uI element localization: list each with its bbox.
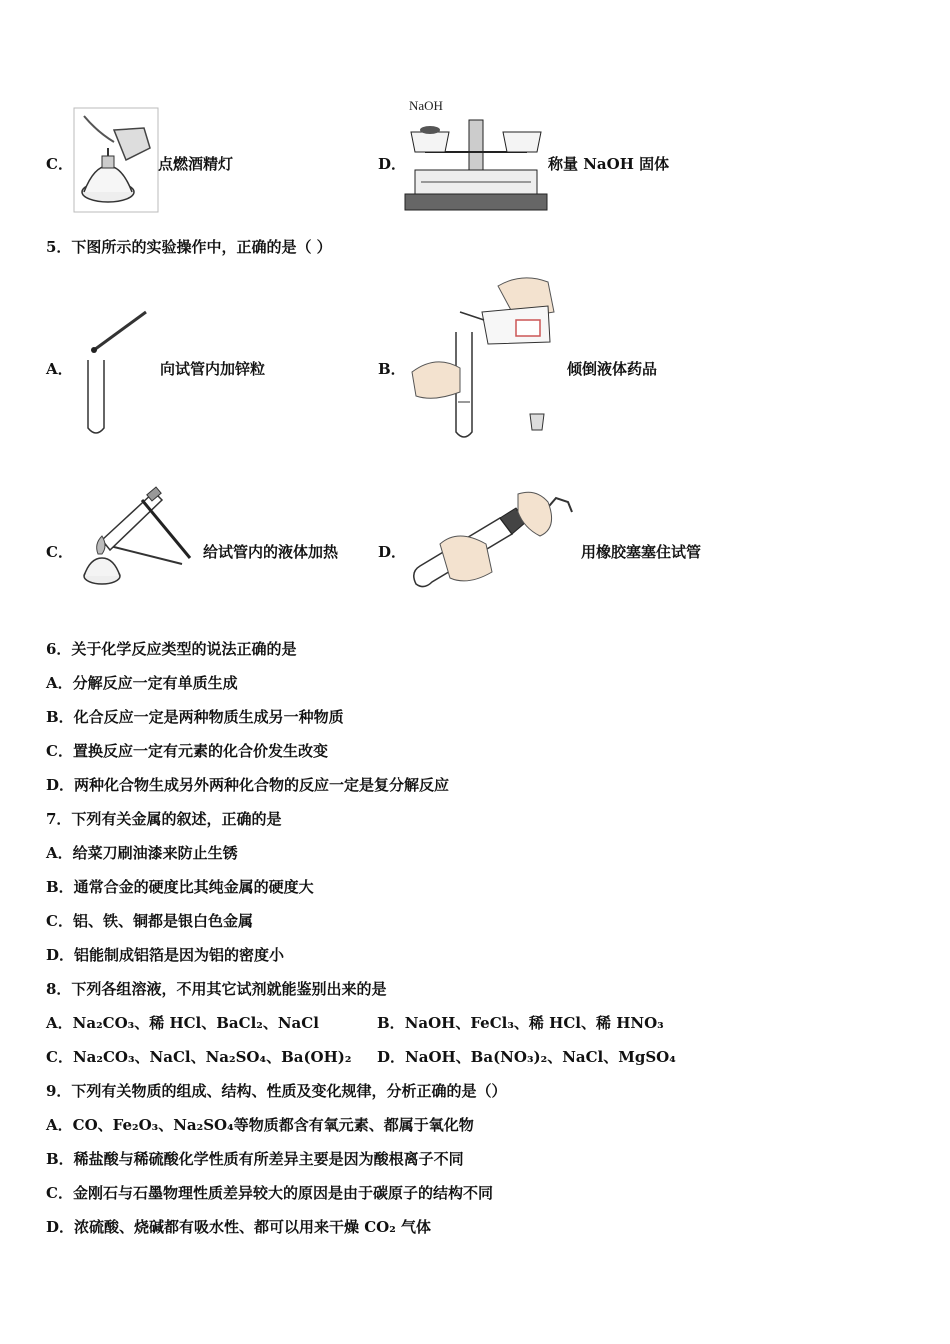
q8-a-text: Na₂CO₃、稀 HCl、BaCl₂、NaCl [72, 1014, 319, 1032]
alcohol-lamp-lighting-figure [74, 108, 158, 212]
q8-b-text: NaOH、FeCl₃、稀 HCl、稀 HNO₃ [404, 1014, 664, 1032]
q4-c-caption: 点燃酒精灯 [158, 155, 234, 173]
q6-option-c: C．置换反应一定有元素的化合价发生改变 [46, 742, 328, 760]
q9-option-b: B．稀盐酸与稀硫酸化学性质有所差异主要是因为酸根离子不同 [46, 1150, 464, 1168]
q8-stem: 8．下列各组溶液，不用其它试剂就能鉴别出来的是 [46, 980, 387, 998]
q7-option-b: B．通常合金的硬度比其纯金属的硬度大 [46, 878, 314, 896]
q8-option-c [46, 1046, 351, 1067]
q8-option-b [377, 1012, 664, 1033]
q5-a-letter: A． [46, 360, 73, 378]
q6-option-d: D．两种化合物生成另外两种化合物的反应一定是复分解反应 [46, 776, 450, 794]
q5-c-letter: C． [46, 543, 73, 561]
q5-d-letter: D． [378, 543, 407, 561]
q9-option-a: A．CO、Fe₂O₃、Na₂SO₄等物质都含有氧元素、都属于氧化物 [46, 1116, 474, 1134]
q5-a-caption: 向试管内加锌粒 [160, 360, 266, 378]
q7-option-d: D．铝能制成铝箔是因为铝的密度小 [46, 946, 285, 964]
q9-option-d: D．浓硫酸、烧碱都有吸水性、都可以用来干燥 CO₂ 气体 [46, 1218, 432, 1236]
q4-d-caption: 称量 NaOH 固体 [548, 155, 670, 173]
q7-option-c: C．铝、铁、铜都是银白色金属 [46, 912, 253, 930]
q4-c-letter: C． [46, 155, 73, 173]
q7-stem: 7．下列有关金属的叙述，正确的是 [46, 810, 282, 828]
stopper-tube-figure [408, 488, 576, 596]
q5-c-caption: 给试管内的液体加热 [203, 543, 339, 561]
q9-option-c: C．金刚石与石墨物理性质差异较大的原因是由于碳原子的结构不同 [46, 1184, 493, 1202]
q9-stem: 9．下列有关物质的组成、结构、性质及变化规律，分析正确的是（） [46, 1082, 507, 1100]
q7-option-a: A．给菜刀刷油漆来防止生锈 [46, 844, 238, 862]
q8-option-d [377, 1046, 676, 1067]
q5-b-letter: B． [378, 360, 406, 378]
q8-d-letter: D． [377, 1048, 406, 1066]
q5-b-caption: 倾倒液体药品 [567, 360, 658, 378]
q6-option-a: A．分解反应一定有单质生成 [46, 674, 238, 692]
q6-stem: 6．关于化学反应类型的说法正确的是 [46, 640, 297, 658]
q8-c-letter: C． [46, 1048, 73, 1066]
q4-d-letter: D． [378, 155, 407, 173]
q5-d-caption: 用橡胶塞塞住试管 [581, 543, 702, 561]
q5-stem: 5．下图所示的实验操作中，正确的是（ ） [46, 238, 332, 256]
q8-d-text: NaOH、Ba(NO₃)₂、NaCl、MgSO₄ [405, 1048, 676, 1066]
q8-a-letter: A． [46, 1014, 73, 1032]
balance-weighing-naoh-figure [405, 96, 547, 212]
q6-option-b: B．化合反应一定是两种物质生成另一种物质 [46, 708, 344, 726]
pour-liquid-figure [412, 272, 564, 442]
q8-b-letter: B． [377, 1014, 405, 1032]
heat-liquid-in-tube-figure [78, 484, 198, 592]
q8-c-text: Na₂CO₃、NaCl、Na₂SO₄、Ba(OH)₂ [72, 1048, 352, 1066]
naoh-image-label: NaOH [409, 98, 443, 113]
add-zinc-to-tube-figure [84, 310, 150, 438]
q8-option-a [46, 1012, 319, 1033]
